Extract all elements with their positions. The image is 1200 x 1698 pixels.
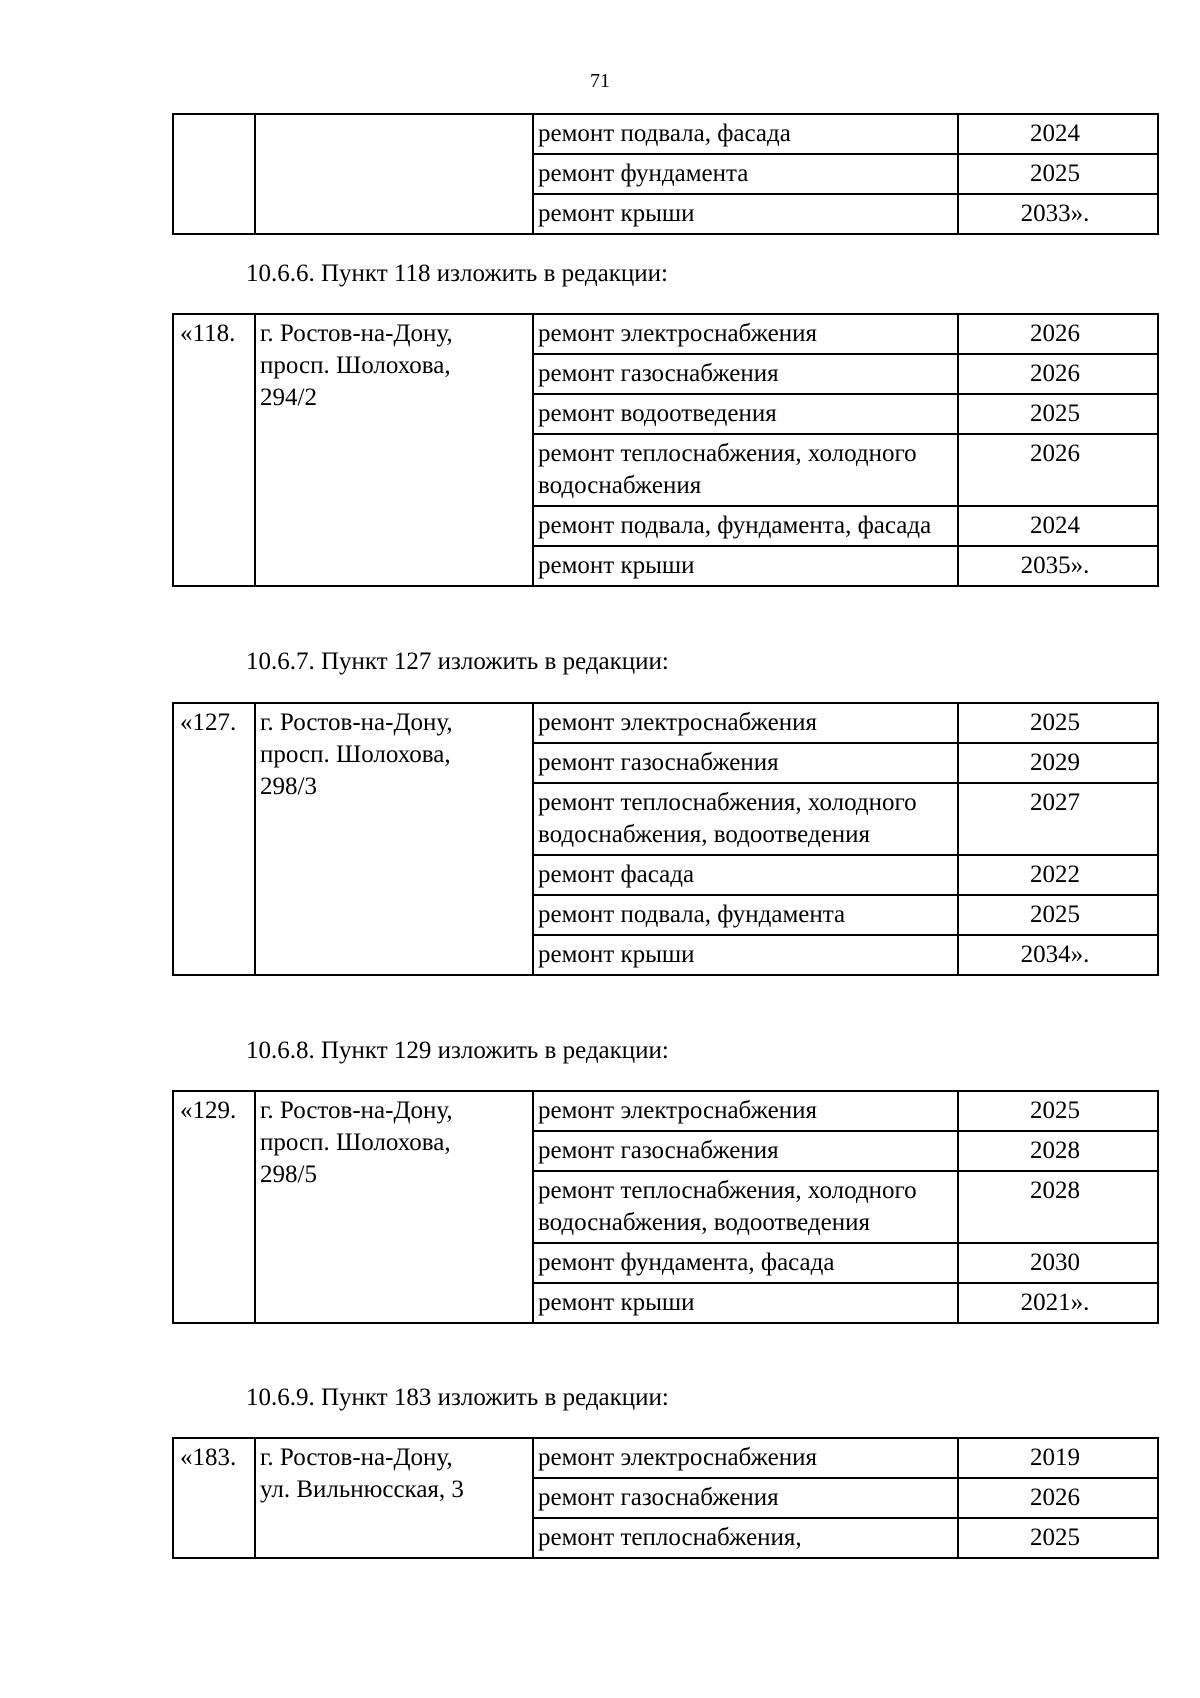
work-cell: ремонт подвала, фундамента [533,895,958,935]
page-number: 71 [590,70,610,92]
repair-table-continued [172,113,1159,235]
year-cell: 2025 [958,703,1158,743]
year-cell: 2025 [958,154,1158,194]
work-cell: ремонт электроснабжения [533,314,958,354]
table-row [173,114,1158,154]
year-cell: 2026 [958,1478,1158,1518]
work-cell: ремонт фундамента [533,154,958,194]
year-cell: 2027 [958,783,1158,855]
work-cell: ремонт крыши [533,935,958,975]
item-number-cell: «183. [173,1438,255,1558]
address-cell: г. Ростов-на-Дону, просп. Шолохова, 294/2 [255,314,533,586]
year-cell: 2030 [958,1243,1158,1283]
year-cell: 2034». [958,935,1158,975]
section-heading: 10.6.6. Пункт 118 изложить в редакции: [246,260,668,287]
year-cell: 2033». [958,194,1158,234]
item-number-cell: «118. [173,314,255,586]
work-cell: ремонт крыши [533,546,958,586]
section-heading: 10.6.8. Пункт 129 изложить в редакции: [246,1037,669,1064]
table-row [173,703,1158,743]
work-cell: ремонт теплоснабжения, холодного водоснабжения [533,434,958,506]
item-number-cell [173,114,255,234]
year-cell: 2019 [958,1438,1158,1478]
address-cell: г. Ростов-на-Дону, просп. Шолохова, 298/5 [255,1091,533,1323]
table-row [173,1438,1158,1478]
year-cell: 2025 [958,895,1158,935]
year-cell: 2025 [958,1518,1158,1558]
year-cell: 2026 [958,434,1158,506]
work-cell: ремонт крыши [533,194,958,234]
work-cell: ремонт теплоснабжения, холодного водоснабжения, водоотведения [533,783,958,855]
work-cell: ремонт крыши [533,1283,958,1323]
work-cell: ремонт подвала, фасада [533,114,958,154]
year-cell: 2025 [958,1091,1158,1131]
address-cell: г. Ростов-на-Дону, ул. Вильнюсская, 3 [255,1438,533,1558]
year-cell: 2022 [958,855,1158,895]
work-cell: ремонт теплоснабжения, [533,1518,958,1558]
item-number-cell: «127. [173,703,255,975]
year-cell: 2024 [958,506,1158,546]
work-cell: ремонт газоснабжения [533,743,958,783]
address-cell [255,114,533,234]
year-cell: 2024 [958,114,1158,154]
work-cell: ремонт водоотведения [533,394,958,434]
table-row [173,1091,1158,1131]
year-cell: 2021». [958,1283,1158,1323]
repair-table-129 [172,1090,1159,1324]
year-cell: 2026 [958,354,1158,394]
work-cell: ремонт подвала, фундамента, фасада [533,506,958,546]
work-cell: ремонт газоснабжения [533,1478,958,1518]
year-cell: 2028 [958,1171,1158,1243]
address-cell: г. Ростов-на-Дону, просп. Шолохова, 298/3 [255,703,533,975]
year-cell: 2029 [958,743,1158,783]
work-cell: ремонт фундамента, фасада [533,1243,958,1283]
year-cell: 2026 [958,314,1158,354]
year-cell: 2025 [958,394,1158,434]
repair-table-118 [172,313,1159,587]
work-cell: ремонт теплоснабжения, холодного водоснабжения, водоотведения [533,1171,958,1243]
year-cell: 2028 [958,1131,1158,1171]
section-heading: 10.6.9. Пункт 183 изложить в редакции: [246,1384,669,1411]
work-cell: ремонт газоснабжения [533,1131,958,1171]
work-cell: ремонт электроснабжения [533,1091,958,1131]
work-cell: ремонт фасада [533,855,958,895]
work-cell: ремонт электроснабжения [533,1438,958,1478]
item-number-cell: «129. [173,1091,255,1323]
year-cell: 2035». [958,546,1158,586]
work-cell: ремонт электроснабжения [533,703,958,743]
work-cell: ремонт газоснабжения [533,354,958,394]
repair-table-183 [172,1437,1159,1559]
table-row [173,314,1158,354]
repair-table-127 [172,702,1159,976]
section-heading: 10.6.7. Пункт 127 изложить в редакции: [246,648,669,675]
